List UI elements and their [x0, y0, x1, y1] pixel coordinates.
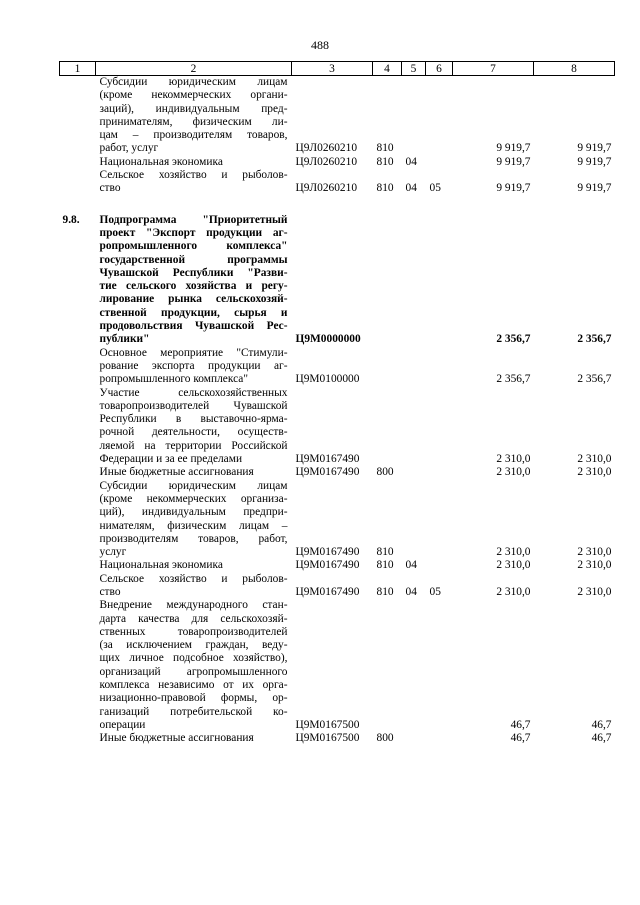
table-row [60, 347, 615, 387]
item-name [96, 76, 292, 156]
section-number: 9.8. [62, 213, 80, 226]
expense-type-code: 810 [376, 182, 394, 195]
section-code [402, 599, 426, 732]
target-article-code: Ц9М0167490 [295, 466, 360, 479]
amount-col-8: 2 356,7 [577, 333, 612, 346]
target-article-code: Ц9М0167500 [295, 732, 360, 745]
item-name [96, 480, 292, 560]
target-article-code: Ц9М0167500 [295, 718, 360, 731]
table-row [60, 480, 615, 560]
target-article-code: Ц9М0100000 [295, 373, 360, 386]
subsection-code [426, 599, 453, 732]
amount-col-7: 2 310,0 [496, 546, 531, 559]
amount-col-8: 2 310,0 [577, 546, 612, 559]
table-row [60, 466, 615, 479]
item-name-line: ственных товаропроизводителей [99, 625, 288, 638]
section-code [402, 387, 426, 467]
table-row [60, 732, 615, 745]
item-name-line: Внедрение международного стан- [99, 599, 288, 612]
section-code [402, 347, 426, 387]
subsection-code [426, 387, 453, 467]
amount-col-8: 2 310,0 [577, 466, 612, 479]
item-name [96, 156, 292, 169]
expense-type-code [373, 599, 402, 732]
item-name [96, 732, 292, 745]
amount-col-7: 9 919,7 [496, 182, 531, 195]
amount-col-7: 2 356,7 [496, 373, 531, 386]
section-number [60, 573, 96, 600]
expense-type-code: 810 [376, 142, 394, 155]
item-name-line: организаций агропромышленного [99, 665, 288, 678]
item-name-line: операции [99, 718, 146, 731]
amount-col-8: 46,7 [591, 718, 612, 731]
item-name-line: тие сельского хозяйства и регу- [99, 280, 288, 293]
section-code [402, 466, 426, 479]
section-number [60, 169, 96, 196]
table-row [60, 156, 615, 169]
table-row [60, 559, 615, 572]
item-name-line: Сельское хозяйство и рыболов- [99, 572, 288, 585]
item-name [96, 347, 292, 387]
item-name-line: государственной программы [99, 253, 288, 266]
section-number [60, 732, 96, 745]
amount-col-7: 9 919,7 [496, 155, 531, 168]
item-name-line: (кроме некоммерческих органи- [99, 89, 288, 102]
target-article-code: Ц9М0000000 [295, 333, 361, 346]
item-name-line: Субсидии юридическим лицам [99, 479, 288, 492]
subsection-code [426, 214, 453, 347]
expense-type-code: 810 [376, 546, 394, 559]
amount-col-8: 9 919,7 [577, 155, 612, 168]
item-name-line: (кроме некоммерческих организа- [99, 492, 288, 505]
header-col-6: 6 [426, 62, 453, 76]
item-name-line: Субсидии юридическим лицам [99, 76, 288, 88]
item-name-line: ство [99, 585, 121, 598]
item-name-line: услуг [99, 546, 127, 559]
item-name-line: цам – производителям товаров, [99, 129, 288, 142]
expense-type-code: 810 [376, 155, 394, 168]
header-col-5: 5 [402, 62, 426, 76]
item-name [96, 169, 292, 196]
item-name-line: Национальная экономика [99, 155, 223, 168]
table-header [60, 62, 615, 76]
target-article-code: Ц9Л0260210 [295, 142, 358, 155]
item-name-line: ропромышленного комплекса" [99, 240, 288, 253]
item-name-line: ропромышленного комплекса" [99, 373, 248, 386]
item-name-line: продовольствия Чувашской Рес- [99, 320, 288, 333]
item-name-line: производителям товаров, работ, [99, 532, 288, 545]
section-number [60, 466, 96, 479]
expense-type-code [373, 214, 402, 347]
item-name-line: щих личное подсобное хозяйство), [99, 652, 288, 665]
item-name-line: Национальная экономика [99, 559, 223, 572]
section-code: 04 [405, 155, 417, 168]
item-name [96, 466, 292, 479]
page-number: 488 [311, 38, 329, 52]
section-code: 04 [405, 559, 417, 572]
section-code [402, 480, 426, 560]
table-row [60, 214, 615, 347]
amount-col-8: 2 356,7 [577, 373, 612, 386]
amount-col-8: 9 919,7 [577, 182, 612, 195]
section-number [60, 387, 96, 467]
item-name-line: Федерации и за ее пределами [99, 453, 243, 466]
expense-type-code [373, 347, 402, 387]
subsection-code [426, 480, 453, 560]
header-col-1: 1 [60, 62, 96, 76]
amount-col-7: 2 310,0 [496, 453, 531, 466]
amount-col-7: 46,7 [510, 718, 531, 731]
subsection-code: 05 [429, 585, 441, 598]
item-name-line: рование экспорта продукции аг- [99, 359, 288, 372]
item-name-line: Сельское хозяйство и рыболов- [99, 169, 288, 182]
amount-col-7: 9 919,7 [496, 142, 531, 155]
item-name-line: ляемой на территории Российской [99, 439, 288, 452]
section-code [402, 76, 426, 156]
item-name-line: ство [99, 182, 121, 195]
amount-col-7: 2 310,0 [496, 466, 531, 479]
item-name-line: Участие сельскохозяйственных [99, 386, 288, 399]
item-name-line: Иные бюджетные ассигнования [99, 466, 254, 479]
item-name [96, 559, 292, 572]
item-name [96, 599, 292, 732]
section-number [60, 347, 96, 387]
section-number [60, 599, 96, 732]
amount-col-8: 2 310,0 [577, 453, 612, 466]
expense-type-code [373, 387, 402, 467]
subsection-code [426, 559, 453, 572]
section-number [60, 480, 96, 560]
section-code: 04 [405, 585, 417, 598]
target-article-code: Ц9М0167490 [295, 585, 360, 598]
expense-type-code: 800 [376, 466, 394, 479]
subsection-code [426, 156, 453, 169]
subsection-code: 05 [429, 182, 441, 195]
item-name-line: товаропроизводителей Чувашской [99, 399, 288, 412]
target-article-code: Ц9Л0260210 [295, 182, 358, 195]
item-name [96, 214, 292, 347]
item-name-line: ций), индивидуальным предпри- [99, 506, 288, 519]
item-name-line: (за исключением граждан, веду- [99, 639, 288, 652]
amount-col-8: 2 310,0 [577, 559, 612, 572]
section-number [60, 559, 96, 572]
amount-col-7: 2 310,0 [496, 585, 531, 598]
target-article-code: Ц9М0167490 [295, 559, 360, 572]
table-row [60, 387, 615, 467]
item-name-line: ганизаций потребительской ко- [99, 705, 288, 718]
section-code: 04 [405, 182, 417, 195]
spacer-cell [60, 196, 615, 214]
amount-col-7: 46,7 [510, 732, 531, 745]
expense-type-code: 810 [376, 585, 394, 598]
section-code [402, 214, 426, 347]
item-name [96, 387, 292, 467]
table-row [60, 76, 615, 156]
section-number [60, 156, 96, 169]
header-col-3: 3 [292, 62, 373, 76]
header-col-4: 4 [373, 62, 402, 76]
item-name-line: низационно-правовой формы, ор- [99, 692, 288, 705]
target-article-code: Ц9Л0260210 [295, 155, 358, 168]
header-col-2: 2 [96, 62, 292, 76]
amount-col-8: 2 310,0 [577, 585, 612, 598]
item-name-line: Основное мероприятие "Стимули- [99, 346, 288, 359]
spacer-row [60, 196, 615, 214]
table-row [60, 573, 615, 600]
expense-type-code: 800 [376, 732, 394, 745]
item-name-line: ственной продукции, сырья и [99, 306, 288, 319]
subsection-code [426, 76, 453, 156]
subsection-code [426, 466, 453, 479]
amount-col-7: 2 356,7 [496, 333, 531, 346]
subsection-code [426, 347, 453, 387]
target-article-code: Ц9М0167490 [295, 546, 360, 559]
expense-type-code: 810 [376, 559, 394, 572]
item-name-line: заций), индивидуальным пред- [99, 102, 288, 115]
amount-col-8: 46,7 [591, 732, 612, 745]
subsection-code [426, 732, 453, 745]
budget-table [59, 61, 615, 746]
target-article-code: Ц9М0167490 [295, 453, 360, 466]
item-name-line: принимателям, физическим ли- [99, 115, 288, 128]
item-name-line: Республики в выставочно-ярма- [99, 413, 288, 426]
item-name-line: Чувашской Республики "Разви- [99, 266, 288, 279]
section-number [60, 76, 96, 156]
table-row [60, 169, 615, 196]
table-body [60, 76, 615, 746]
amount-col-8: 9 919,7 [577, 142, 612, 155]
item-name-line: проект "Экспорт продукции аг- [99, 226, 288, 239]
header-col-7: 7 [453, 62, 534, 76]
header-col-8: 8 [534, 62, 615, 76]
section-code [402, 732, 426, 745]
item-name-line: комплекса независимо от их орга- [99, 679, 288, 692]
item-name-line: лирование рынка сельскохозяй- [99, 293, 288, 306]
item-name-line: нимателям, физическим лицам – [99, 519, 288, 532]
item-name-line: работ, услуг [99, 142, 159, 155]
item-name [96, 573, 292, 600]
table-row [60, 599, 615, 732]
item-name-line: Иные бюджетные ассигнования [99, 732, 254, 745]
item-name-line: Подпрограмма "Приоритетный [99, 213, 288, 226]
item-name-line: публики" [99, 333, 150, 346]
amount-col-7: 2 310,0 [496, 559, 531, 572]
item-name-line: рочной деятельности, осуществ- [99, 426, 288, 439]
item-name-line: дарта качества для сельскохозяй- [99, 612, 288, 625]
